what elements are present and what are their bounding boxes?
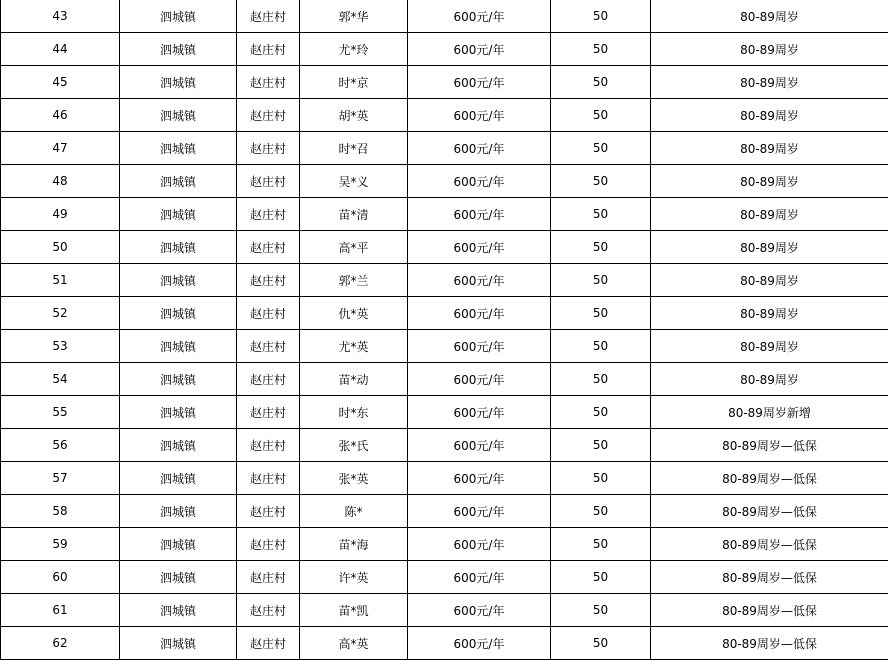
table-row xyxy=(1,462,888,495)
name-cell[interactable]: 时*召 xyxy=(300,132,408,165)
amount-cell[interactable]: 50 xyxy=(551,165,651,198)
amount-cell[interactable]: 50 xyxy=(551,363,651,396)
amount-cell[interactable]: 50 xyxy=(551,198,651,231)
village-cell[interactable]: 赵庄村 xyxy=(237,528,300,561)
category-cell[interactable]: 80-89周岁—低保 xyxy=(651,627,888,660)
name-cell[interactable]: 张*氏 xyxy=(300,429,408,462)
category-cell[interactable]: 80-89周岁—低保 xyxy=(651,561,888,594)
index-cell[interactable]: 43 xyxy=(1,0,120,33)
index-cell[interactable]: 48 xyxy=(1,165,120,198)
town-cell[interactable]: 泗城镇 xyxy=(120,594,237,627)
table-row xyxy=(1,264,888,297)
standard-cell[interactable]: 600元/年 xyxy=(408,231,551,264)
name-cell[interactable]: 时*东 xyxy=(300,396,408,429)
category-cell[interactable]: 80-89周岁—低保 xyxy=(651,495,888,528)
category-cell[interactable]: 80-89周岁新增 xyxy=(651,396,888,429)
table-row xyxy=(1,330,888,363)
standard-cell[interactable]: 600元/年 xyxy=(408,627,551,660)
category-cell[interactable]: 80-89周岁 xyxy=(651,330,888,363)
town-cell[interactable]: 泗城镇 xyxy=(120,561,237,594)
category-cell[interactable]: 80-89周岁 xyxy=(651,165,888,198)
category-cell[interactable]: 80-89周岁 xyxy=(651,297,888,330)
category-cell[interactable]: 80-89周岁—低保 xyxy=(651,594,888,627)
village-cell[interactable]: 赵庄村 xyxy=(237,462,300,495)
amount-cell[interactable]: 50 xyxy=(551,627,651,660)
index-cell[interactable]: 44 xyxy=(1,33,120,66)
category-cell[interactable]: 80-89周岁 xyxy=(651,33,888,66)
village-cell[interactable]: 赵庄村 xyxy=(237,561,300,594)
town-cell[interactable]: 泗城镇 xyxy=(120,462,237,495)
index-cell[interactable]: 56 xyxy=(1,429,120,462)
amount-cell[interactable]: 50 xyxy=(551,561,651,594)
village-cell[interactable]: 赵庄村 xyxy=(237,198,300,231)
table-body xyxy=(1,0,888,660)
amount-cell[interactable]: 50 xyxy=(551,0,651,33)
town-cell[interactable]: 泗城镇 xyxy=(120,0,237,33)
name-cell[interactable]: 吴*义 xyxy=(300,165,408,198)
table-row xyxy=(1,198,888,231)
standard-cell[interactable]: 600元/年 xyxy=(408,297,551,330)
village-cell[interactable]: 赵庄村 xyxy=(237,594,300,627)
village-cell[interactable]: 赵庄村 xyxy=(237,495,300,528)
category-cell[interactable]: 80-89周岁 xyxy=(651,363,888,396)
standard-cell[interactable]: 600元/年 xyxy=(408,165,551,198)
index-cell[interactable]: 60 xyxy=(1,561,120,594)
table-row xyxy=(1,627,888,660)
amount-cell[interactable]: 50 xyxy=(551,396,651,429)
index-cell[interactable]: 57 xyxy=(1,462,120,495)
index-cell[interactable]: 53 xyxy=(1,330,120,363)
name-cell[interactable]: 苗*动 xyxy=(300,363,408,396)
table-row xyxy=(1,0,888,33)
village-cell[interactable]: 赵庄村 xyxy=(237,429,300,462)
village-cell[interactable]: 赵庄村 xyxy=(237,264,300,297)
village-cell[interactable]: 赵庄村 xyxy=(237,627,300,660)
table-row xyxy=(1,231,888,264)
index-cell[interactable]: 49 xyxy=(1,198,120,231)
town-cell[interactable]: 泗城镇 xyxy=(120,198,237,231)
category-cell[interactable]: 80-89周岁—低保 xyxy=(651,429,888,462)
category-cell[interactable]: 80-89周岁 xyxy=(651,198,888,231)
amount-cell[interactable]: 50 xyxy=(551,495,651,528)
table-row xyxy=(1,495,888,528)
town-cell[interactable]: 泗城镇 xyxy=(120,363,237,396)
village-cell[interactable]: 赵庄村 xyxy=(237,132,300,165)
name-cell[interactable]: 苗*清 xyxy=(300,198,408,231)
town-cell[interactable]: 泗城镇 xyxy=(120,66,237,99)
town-cell[interactable]: 泗城镇 xyxy=(120,264,237,297)
village-cell[interactable]: 赵庄村 xyxy=(237,330,300,363)
category-cell[interactable]: 80-89周岁—低保 xyxy=(651,462,888,495)
name-cell[interactable]: 胡*英 xyxy=(300,99,408,132)
name-cell[interactable]: 郭*兰 xyxy=(300,264,408,297)
index-cell[interactable]: 50 xyxy=(1,231,120,264)
table-row xyxy=(1,165,888,198)
amount-cell[interactable]: 50 xyxy=(551,99,651,132)
standard-cell[interactable]: 600元/年 xyxy=(408,198,551,231)
name-cell[interactable]: 仇*英 xyxy=(300,297,408,330)
village-cell[interactable]: 赵庄村 xyxy=(237,363,300,396)
town-cell[interactable]: 泗城镇 xyxy=(120,627,237,660)
name-cell[interactable]: 张*英 xyxy=(300,462,408,495)
table-row xyxy=(1,33,888,66)
index-cell[interactable]: 52 xyxy=(1,297,120,330)
village-cell[interactable]: 赵庄村 xyxy=(237,165,300,198)
category-cell[interactable]: 80-89周岁 xyxy=(651,132,888,165)
category-cell[interactable]: 80-89周岁—低保 xyxy=(651,528,888,561)
name-cell[interactable]: 尤*英 xyxy=(300,330,408,363)
amount-cell[interactable]: 50 xyxy=(551,330,651,363)
village-cell[interactable]: 赵庄村 xyxy=(237,0,300,33)
index-cell[interactable]: 55 xyxy=(1,396,120,429)
standard-cell[interactable]: 600元/年 xyxy=(408,561,551,594)
amount-cell[interactable]: 50 xyxy=(551,66,651,99)
category-cell[interactable]: 80-89周岁 xyxy=(651,231,888,264)
town-cell[interactable]: 泗城镇 xyxy=(120,231,237,264)
standard-cell[interactable]: 600元/年 xyxy=(408,462,551,495)
index-cell[interactable]: 46 xyxy=(1,99,120,132)
town-cell[interactable]: 泗城镇 xyxy=(120,99,237,132)
town-cell[interactable]: 泗城镇 xyxy=(120,165,237,198)
category-cell[interactable]: 80-89周岁 xyxy=(651,99,888,132)
index-cell[interactable]: 61 xyxy=(1,594,120,627)
town-cell[interactable]: 泗城镇 xyxy=(120,528,237,561)
table-row xyxy=(1,528,888,561)
standard-cell[interactable]: 600元/年 xyxy=(408,0,551,33)
index-cell[interactable]: 62 xyxy=(1,627,120,660)
name-cell[interactable]: 尤*玲 xyxy=(300,33,408,66)
name-cell[interactable]: 苗*海 xyxy=(300,528,408,561)
amount-cell[interactable]: 50 xyxy=(551,429,651,462)
standard-cell[interactable]: 600元/年 xyxy=(408,264,551,297)
standard-cell[interactable]: 600元/年 xyxy=(408,99,551,132)
standard-cell[interactable]: 600元/年 xyxy=(408,132,551,165)
amount-cell[interactable]: 50 xyxy=(551,462,651,495)
amount-cell[interactable]: 50 xyxy=(551,33,651,66)
village-cell[interactable]: 赵庄村 xyxy=(237,231,300,264)
standard-cell[interactable]: 600元/年 xyxy=(408,363,551,396)
table-row xyxy=(1,594,888,627)
amount-cell[interactable]: 50 xyxy=(551,132,651,165)
town-cell[interactable]: 泗城镇 xyxy=(120,429,237,462)
name-cell[interactable]: 苗*凯 xyxy=(300,594,408,627)
table-row xyxy=(1,363,888,396)
name-cell[interactable]: 高*英 xyxy=(300,627,408,660)
table-row xyxy=(1,429,888,462)
amount-cell[interactable]: 50 xyxy=(551,264,651,297)
town-cell[interactable]: 泗城镇 xyxy=(120,297,237,330)
town-cell[interactable]: 泗城镇 xyxy=(120,396,237,429)
standard-cell[interactable]: 600元/年 xyxy=(408,495,551,528)
amount-cell[interactable]: 50 xyxy=(551,528,651,561)
standard-cell[interactable]: 600元/年 xyxy=(408,33,551,66)
standard-cell[interactable]: 600元/年 xyxy=(408,594,551,627)
category-cell[interactable]: 80-89周岁 xyxy=(651,264,888,297)
table-row xyxy=(1,561,888,594)
amount-cell[interactable]: 50 xyxy=(551,231,651,264)
village-cell[interactable]: 赵庄村 xyxy=(237,66,300,99)
village-cell[interactable]: 赵庄村 xyxy=(237,396,300,429)
name-cell[interactable]: 陈* xyxy=(300,495,408,528)
category-cell[interactable]: 80-89周岁 xyxy=(651,66,888,99)
name-cell[interactable]: 许*英 xyxy=(300,561,408,594)
table-row xyxy=(1,297,888,330)
name-cell[interactable]: 时*京 xyxy=(300,66,408,99)
table-row xyxy=(1,132,888,165)
name-cell[interactable]: 郭*华 xyxy=(300,0,408,33)
index-cell[interactable]: 51 xyxy=(1,264,120,297)
table-row xyxy=(1,396,888,429)
village-cell[interactable]: 赵庄村 xyxy=(237,297,300,330)
amount-cell[interactable]: 50 xyxy=(551,297,651,330)
standard-cell[interactable]: 600元/年 xyxy=(408,528,551,561)
name-cell[interactable]: 高*平 xyxy=(300,231,408,264)
index-cell[interactable]: 45 xyxy=(1,66,120,99)
village-cell[interactable]: 赵庄村 xyxy=(237,33,300,66)
village-cell[interactable]: 赵庄村 xyxy=(237,99,300,132)
town-cell[interactable]: 泗城镇 xyxy=(120,330,237,363)
table-row xyxy=(1,99,888,132)
index-cell[interactable]: 58 xyxy=(1,495,120,528)
town-cell[interactable]: 泗城镇 xyxy=(120,33,237,66)
category-cell[interactable]: 80-89周岁 xyxy=(651,0,888,33)
table-row xyxy=(1,66,888,99)
index-cell[interactable]: 47 xyxy=(1,132,120,165)
standard-cell[interactable]: 600元/年 xyxy=(408,66,551,99)
standard-cell[interactable]: 600元/年 xyxy=(408,330,551,363)
index-cell[interactable]: 54 xyxy=(1,363,120,396)
town-cell[interactable]: 泗城镇 xyxy=(120,495,237,528)
index-cell[interactable]: 59 xyxy=(1,528,120,561)
town-cell[interactable]: 泗城镇 xyxy=(120,132,237,165)
amount-cell[interactable]: 50 xyxy=(551,594,651,627)
standard-cell[interactable]: 600元/年 xyxy=(408,396,551,429)
standard-cell[interactable]: 600元/年 xyxy=(408,429,551,462)
